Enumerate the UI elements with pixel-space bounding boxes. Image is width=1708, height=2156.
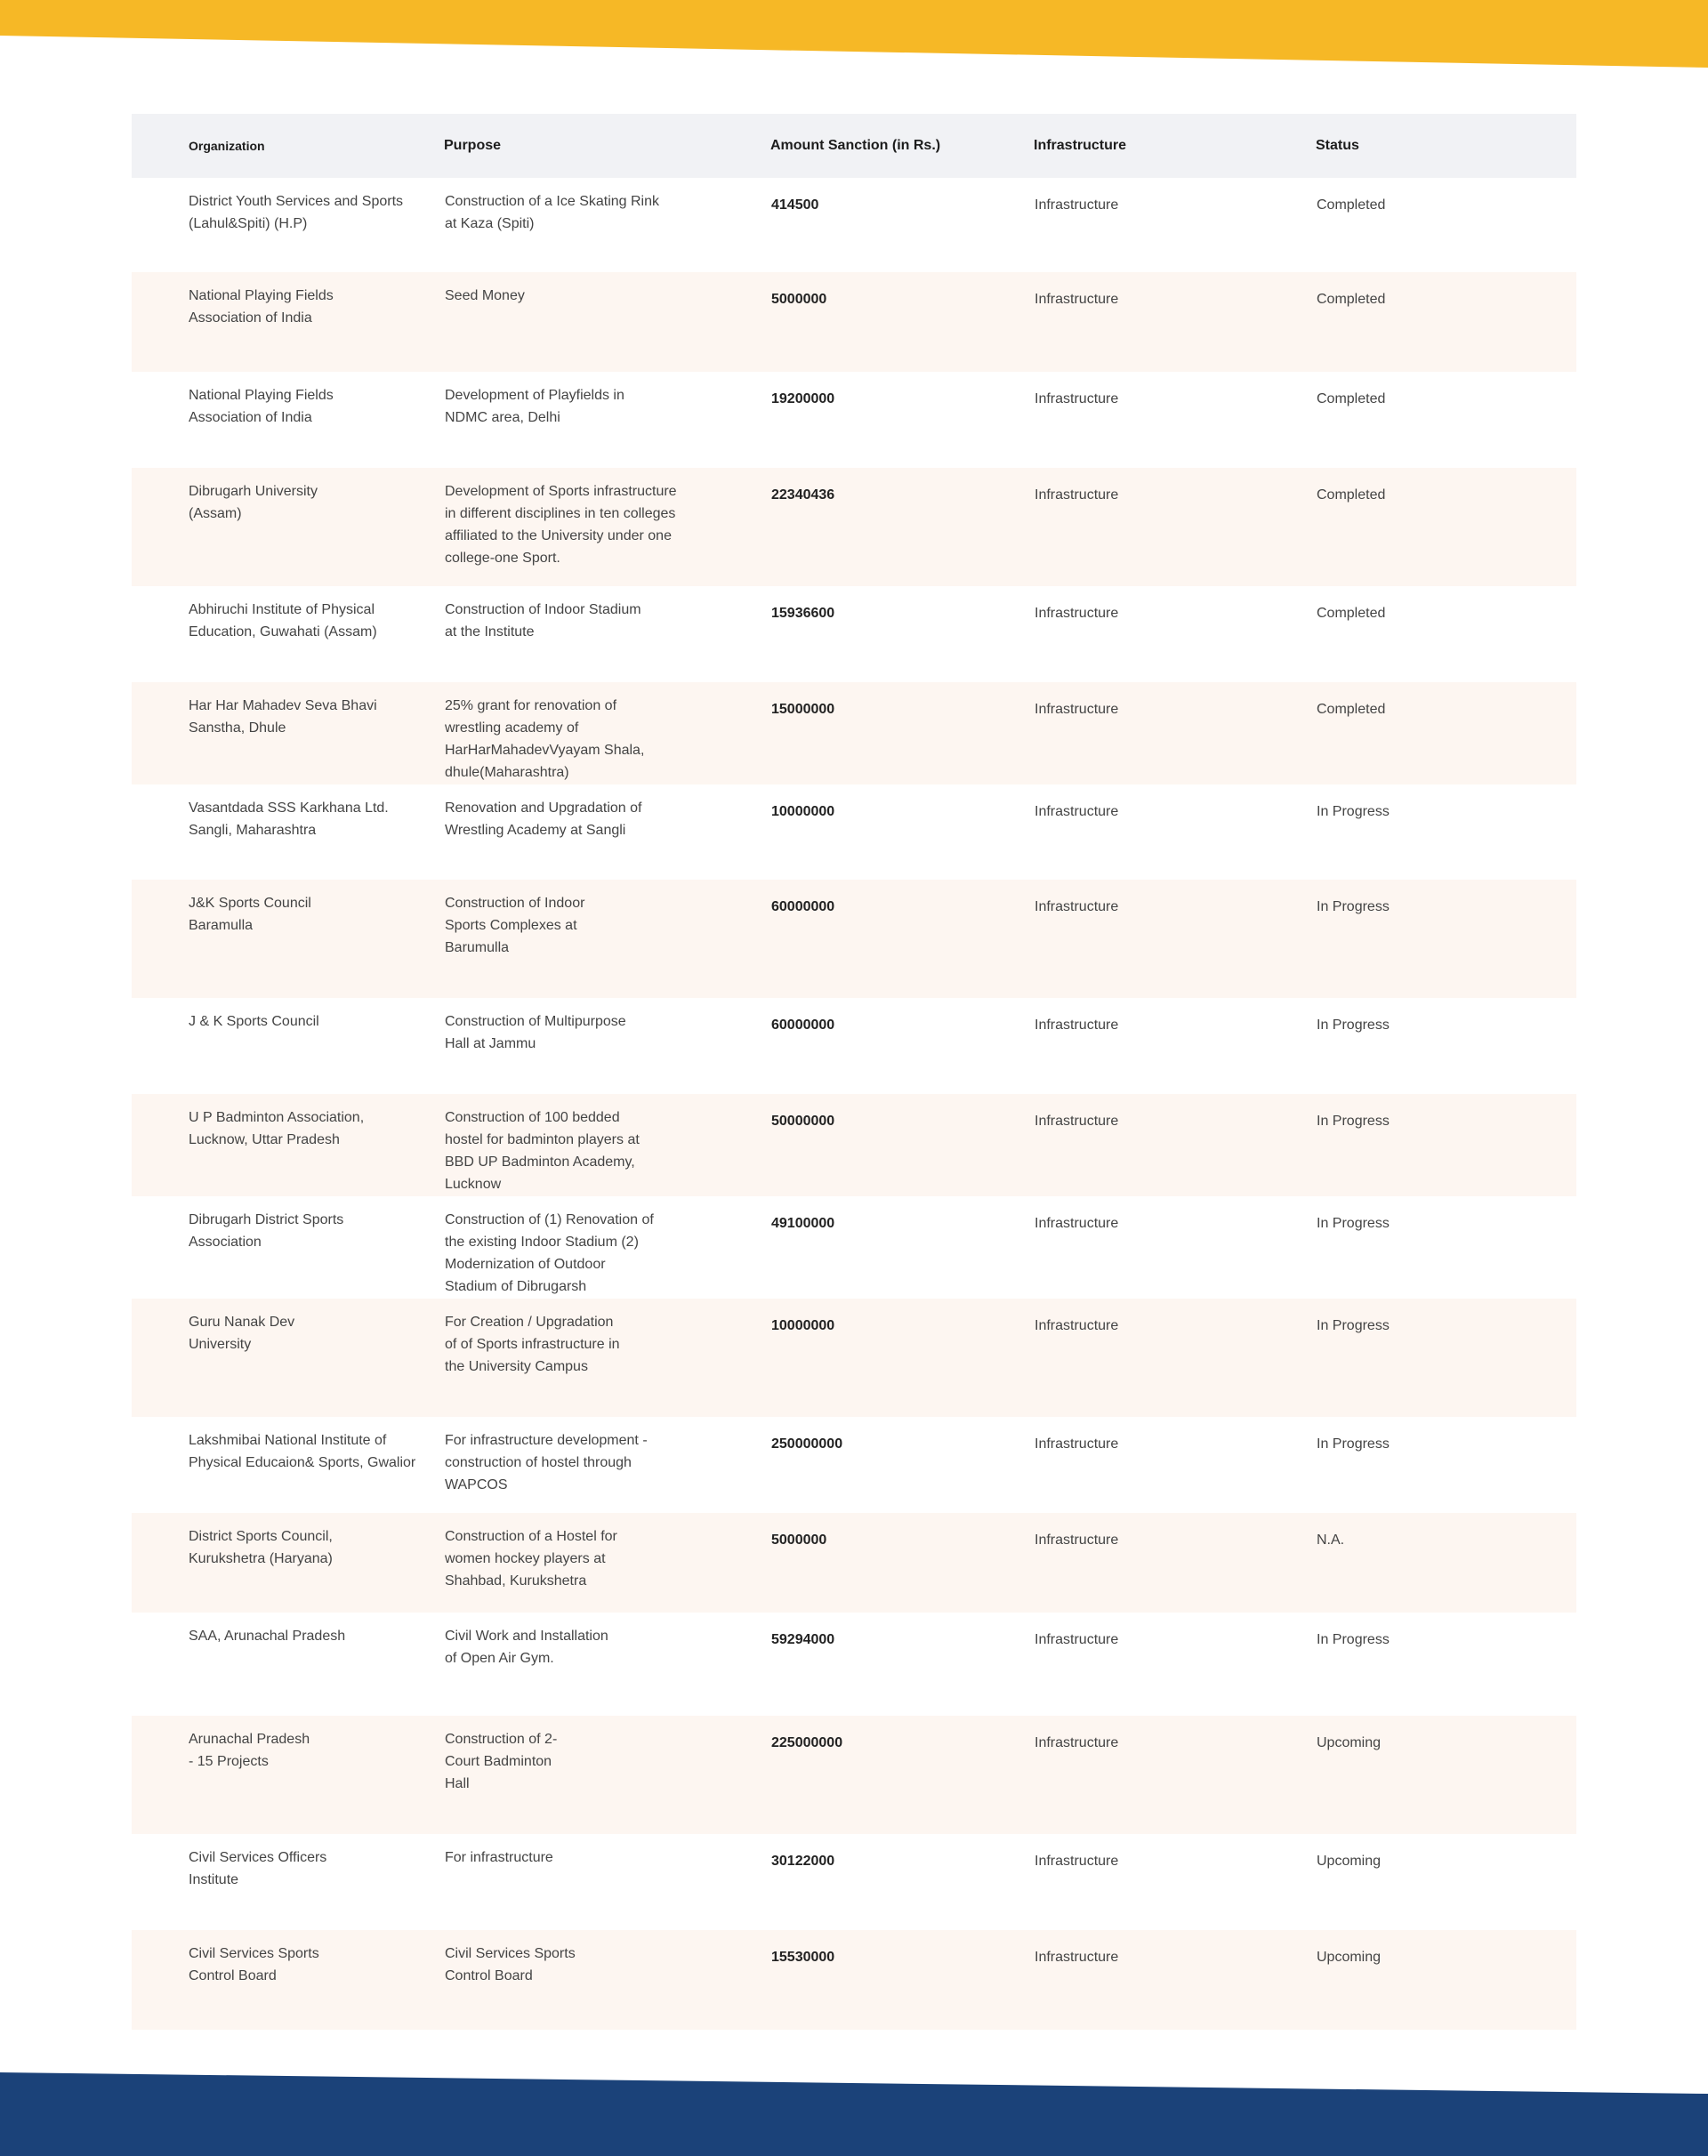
cell-status: Completed xyxy=(1317,197,1386,213)
table-row xyxy=(132,998,1576,1094)
cell-organization: U P Badminton Association, Lucknow, Uttar Pradesh xyxy=(189,1110,365,1147)
cell-status: Completed xyxy=(1317,702,1386,717)
cell-purpose: Construction of 100 bedded hostel for badminton players at BBD UP Badminton Academy, Lucknow xyxy=(445,1110,640,1192)
sanction-table xyxy=(132,114,1576,2030)
table-row xyxy=(132,468,1576,586)
cell-infrastructure: Infrastructure xyxy=(1035,1854,1119,1869)
cell-amount: 10000000 xyxy=(771,804,835,819)
cell-infrastructure: Infrastructure xyxy=(1035,1533,1119,1548)
top-decorative-band xyxy=(0,0,1708,71)
cell-status: Completed xyxy=(1317,487,1386,503)
table-row xyxy=(132,1417,1576,1513)
cell-status: In Progress xyxy=(1317,804,1390,819)
cell-infrastructure: Infrastructure xyxy=(1035,1735,1119,1750)
cell-status: In Progress xyxy=(1317,1114,1390,1129)
cell-organization: J & K Sports Council xyxy=(189,1014,319,1029)
cell-purpose: Construction of a Hostel for women hockey players at Shahbad, Kurukshetra xyxy=(445,1529,617,1589)
table-row xyxy=(132,1716,1576,1834)
table-row xyxy=(132,272,1576,372)
table-body xyxy=(132,178,1576,2030)
cell-amount: 22340436 xyxy=(771,487,835,503)
cell-infrastructure: Infrastructure xyxy=(1035,1318,1119,1333)
cell-status: In Progress xyxy=(1317,1216,1390,1231)
cell-infrastructure: Infrastructure xyxy=(1035,1632,1119,1647)
cell-amount: 15000000 xyxy=(771,702,835,717)
cell-purpose: Construction of (1) Renovation of the existing Indoor Stadium (2) Modernization of Outdoor Stadium of Dibrugarsh xyxy=(445,1212,654,1294)
cell-purpose: Development of Sports infrastructure in different disciplines in ten colleges affiliated to the University under one college-one Sport. xyxy=(445,484,677,566)
cell-purpose: Construction of Multipurpose Hall at Jammu xyxy=(445,1014,626,1051)
cell-infrastructure: Infrastructure xyxy=(1035,804,1119,819)
cell-purpose: For Creation / Upgradation of of Sports infrastructure in the University Campus xyxy=(445,1315,620,1374)
cell-amount: 60000000 xyxy=(771,899,835,914)
cell-organization: National Playing Fields Association of India xyxy=(189,388,334,425)
cell-purpose: Civil Work and Installation of Open Air Gym. xyxy=(445,1629,608,1666)
header-amount: Amount Sanction (in Rs.) xyxy=(770,138,941,153)
cell-organization: Dibrugarh District Sports Association xyxy=(189,1212,344,1250)
cell-organization: Arunachal Pradesh - 15 Projects xyxy=(189,1732,310,1769)
cell-status: Completed xyxy=(1317,606,1386,621)
cell-infrastructure: Infrastructure xyxy=(1035,606,1119,621)
cell-amount: 30122000 xyxy=(771,1854,835,1869)
cell-organization: Civil Services Officers Institute xyxy=(189,1850,327,1887)
table-row xyxy=(132,1094,1576,1196)
table-row xyxy=(132,586,1576,682)
cell-infrastructure: Infrastructure xyxy=(1035,1216,1119,1231)
cell-infrastructure: Infrastructure xyxy=(1035,292,1119,307)
cell-organization: Abhiruchi Institute of Physical Education, Guwahati (Assam) xyxy=(189,602,377,640)
cell-organization: Vasantdada SSS Karkhana Ltd. Sangli, Maharashtra xyxy=(189,800,389,838)
cell-infrastructure: Infrastructure xyxy=(1035,702,1119,717)
cell-organization: Lakshmibai National Institute of Physical Educaion& Sports, Gwalior xyxy=(189,1433,416,1470)
table-row xyxy=(132,1930,1576,2030)
bottom-decorative-band xyxy=(0,2063,1708,2156)
cell-amount: 15530000 xyxy=(771,1950,835,1965)
cell-amount: 5000000 xyxy=(771,292,827,307)
cell-status: In Progress xyxy=(1317,1318,1390,1333)
cell-infrastructure: Infrastructure xyxy=(1035,391,1119,406)
header-infrastructure: Infrastructure xyxy=(1034,138,1127,153)
cell-purpose: Development of Playfields in NDMC area, Delhi xyxy=(445,388,624,425)
cell-purpose: Construction of Indoor Sports Complexes at Barumulla xyxy=(445,896,585,955)
cell-infrastructure: Infrastructure xyxy=(1035,1018,1119,1033)
cell-organization: Har Har Mahadev Seva Bhavi Sanstha, Dhule xyxy=(189,698,377,736)
cell-purpose: Renovation and Upgradation of Wrestling Academy at Sangli xyxy=(445,800,642,838)
header-purpose: Purpose xyxy=(444,138,502,153)
cell-amount: 15936600 xyxy=(771,606,835,621)
cell-organization: J&K Sports Council Baramulla xyxy=(189,896,311,933)
cell-infrastructure: Infrastructure xyxy=(1035,1436,1119,1452)
cell-amount: 49100000 xyxy=(771,1216,835,1231)
cell-amount: 10000000 xyxy=(771,1318,835,1333)
table-row xyxy=(132,178,1576,272)
cell-status: In Progress xyxy=(1317,1436,1390,1452)
cell-purpose: 25% grant for renovation of wrestling academy of HarHarMahadevVyayam Shala, dhule(Maharashtra) xyxy=(445,698,645,780)
cell-purpose: Construction of 2- Court Badminton Hall xyxy=(445,1732,558,1791)
cell-amount: 60000000 xyxy=(771,1018,835,1033)
cell-status: Upcoming xyxy=(1317,1950,1382,1965)
header-row xyxy=(132,114,1576,178)
cell-amount: 5000000 xyxy=(771,1533,827,1548)
cell-infrastructure: Infrastructure xyxy=(1035,487,1119,503)
table-row xyxy=(132,1613,1576,1716)
cell-purpose: Construction of Indoor Stadium at the Institute xyxy=(445,602,641,640)
cell-organization: District Youth Services and Sports (Lahul&Spiti) (H.P) xyxy=(189,194,404,231)
cell-amount: 225000000 xyxy=(771,1735,843,1750)
cell-amount: 59294000 xyxy=(771,1632,835,1647)
table-row xyxy=(132,1513,1576,1613)
cell-status: In Progress xyxy=(1317,1018,1390,1033)
cell-status: In Progress xyxy=(1317,899,1390,914)
table-row xyxy=(132,880,1576,998)
cell-status: Completed xyxy=(1317,292,1386,307)
table-row xyxy=(132,1196,1576,1299)
header-status: Status xyxy=(1316,138,1359,153)
cell-amount: 50000000 xyxy=(771,1114,835,1129)
cell-organization: District Sports Council, Kurukshetra (Haryana) xyxy=(189,1529,333,1566)
table-row xyxy=(132,1299,1576,1417)
cell-infrastructure: Infrastructure xyxy=(1035,197,1119,213)
cell-purpose: For infrastructure xyxy=(445,1850,553,1865)
cell-purpose: For infrastructure development - construction of hostel through WAPCOS xyxy=(445,1433,648,1492)
cell-amount: 250000000 xyxy=(771,1436,843,1452)
cell-organization: Civil Services Sports Control Board xyxy=(189,1946,319,1983)
table-row xyxy=(132,682,1576,784)
cell-status: Completed xyxy=(1317,391,1386,406)
cell-infrastructure: Infrastructure xyxy=(1035,1114,1119,1129)
cell-status: In Progress xyxy=(1317,1632,1390,1647)
sanction-table-container xyxy=(132,114,1576,2030)
cell-status: N.A. xyxy=(1317,1533,1345,1548)
cell-status: Upcoming xyxy=(1317,1735,1382,1750)
cell-organization: Dibrugarh University (Assam) xyxy=(189,484,318,521)
cell-purpose: Seed Money xyxy=(445,288,525,303)
header-organization: Organization xyxy=(189,139,265,153)
cell-amount: 414500 xyxy=(771,197,819,213)
table-row xyxy=(132,372,1576,468)
cell-organization: Guru Nanak Dev University xyxy=(189,1315,295,1352)
cell-status: Upcoming xyxy=(1317,1854,1382,1869)
cell-infrastructure: Infrastructure xyxy=(1035,899,1119,914)
cell-amount: 19200000 xyxy=(771,391,835,406)
cell-organization: National Playing Fields Association of India xyxy=(189,288,334,326)
table-row xyxy=(132,1834,1576,1930)
cell-purpose: Construction of a Ice Skating Rink at Kaza (Spiti) xyxy=(445,194,660,231)
table-header xyxy=(132,114,1576,178)
cell-infrastructure: Infrastructure xyxy=(1035,1950,1119,1965)
cell-purpose: Civil Services Sports Control Board xyxy=(445,1946,576,1983)
cell-organization: SAA, Arunachal Pradesh xyxy=(189,1629,346,1644)
table-row xyxy=(132,784,1576,880)
